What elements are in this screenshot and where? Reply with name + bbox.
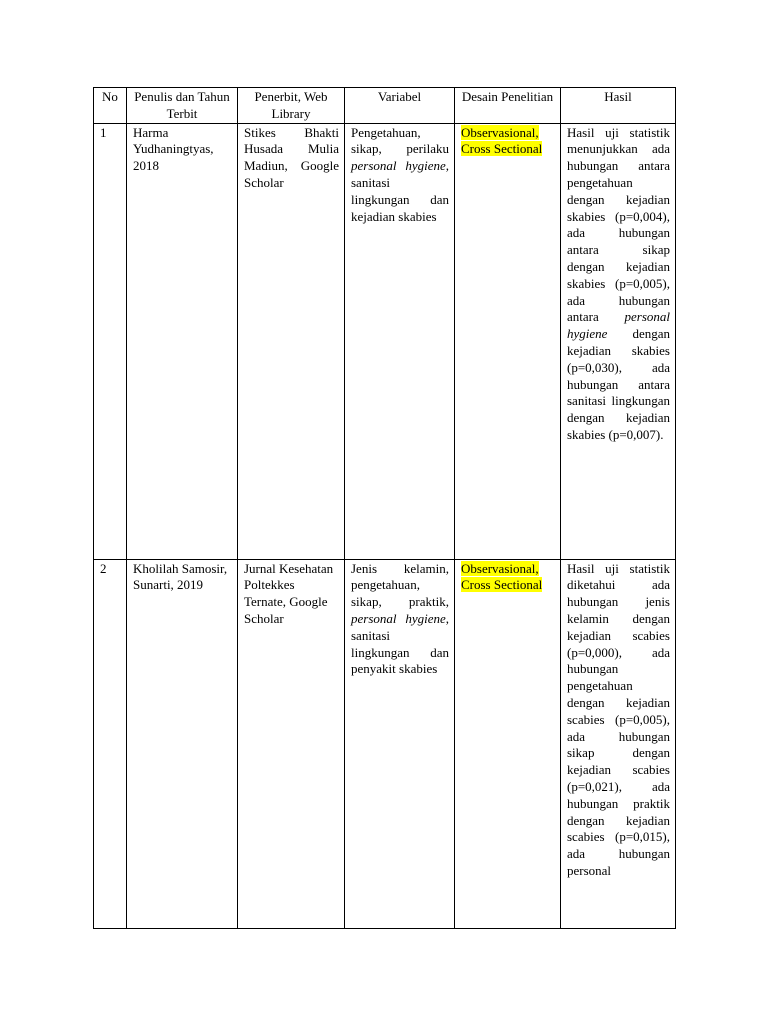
- cell-desain: [455, 559, 561, 928]
- hasil-text-2: dengan kejadian skabies (p=0,030), ada hubungan antara sanitasi lingkungan dengan kejadian skabies (p=0,007).: [567, 326, 670, 442]
- literature-table: [93, 87, 676, 929]
- header-row: [94, 88, 676, 124]
- cell-penerbit: Jurnal Kesehatan Poltekkes Ternate, Google Scholar: [238, 559, 345, 928]
- header-no: No: [94, 88, 127, 124]
- table-row: [94, 123, 676, 559]
- variabel-text: Pengetahuan, sikap, perilaku: [351, 124, 449, 157]
- header-penulis: Penulis dan Tahun Terbit: [127, 88, 238, 124]
- table-row: [94, 559, 676, 928]
- hasil-text: Hasil uji statistik menunjukkan ada hubungan antara pengetahuan dengan kejadian skabies (p=0,004), ada hubungan antara sikap dengan kejadian skabies (p=0,005), ada hubungan antara: [567, 124, 670, 325]
- cell-no: 1: [94, 123, 127, 559]
- cell-variabel: [345, 123, 455, 559]
- variabel-text: Jenis kelamin, pengetahuan, sikap, praktik,: [351, 560, 449, 610]
- cell-no: 2: [94, 559, 127, 928]
- desain-highlight: Observasional, Cross Sectional: [461, 124, 543, 157]
- cell-variabel: [345, 559, 455, 928]
- cell-hasil: Hasil uji statistik diketahui ada hubungan jenis kelamin dengan kejadian scabies (p=0,000), ada hubungan pengetahuan dengan kejadian scabies (p=0,005), ada hubungan sikap dengan kejadian scabies (p=0,021), ada hubungan praktik dengan kejadian scabies (p=0,015), ada hubungan personal: [561, 559, 676, 928]
- header-penerbit: Penerbit, Web Library: [238, 88, 345, 124]
- cell-hasil: [561, 123, 676, 559]
- cell-penerbit: Stikes Bhakti Husada Mulia Madiun, Google Scholar: [238, 123, 345, 559]
- hasil-italic: personal hygiene: [567, 309, 670, 342]
- cell-penulis: Kholilah Samosir, Sunarti, 2019: [127, 559, 238, 928]
- variabel-text-2: sanitasi lingkungan dan kejadian skabies: [351, 174, 449, 224]
- variabel-text-2: , sanitasi lingkungan dan penyakit skabies: [351, 610, 449, 677]
- header-variabel: Variabel: [345, 88, 455, 124]
- desain-highlight: Observasional, Cross Sectional: [461, 560, 543, 593]
- header-hasil: Hasil: [561, 88, 676, 124]
- header-desain: Desain Penelitian: [455, 88, 561, 124]
- variabel-italic: personal hygiene: [351, 610, 446, 626]
- cell-desain: [455, 123, 561, 559]
- cell-penulis: Harma Yudhaningtyas, 2018: [127, 123, 238, 559]
- variabel-italic: personal hygiene,: [351, 158, 449, 174]
